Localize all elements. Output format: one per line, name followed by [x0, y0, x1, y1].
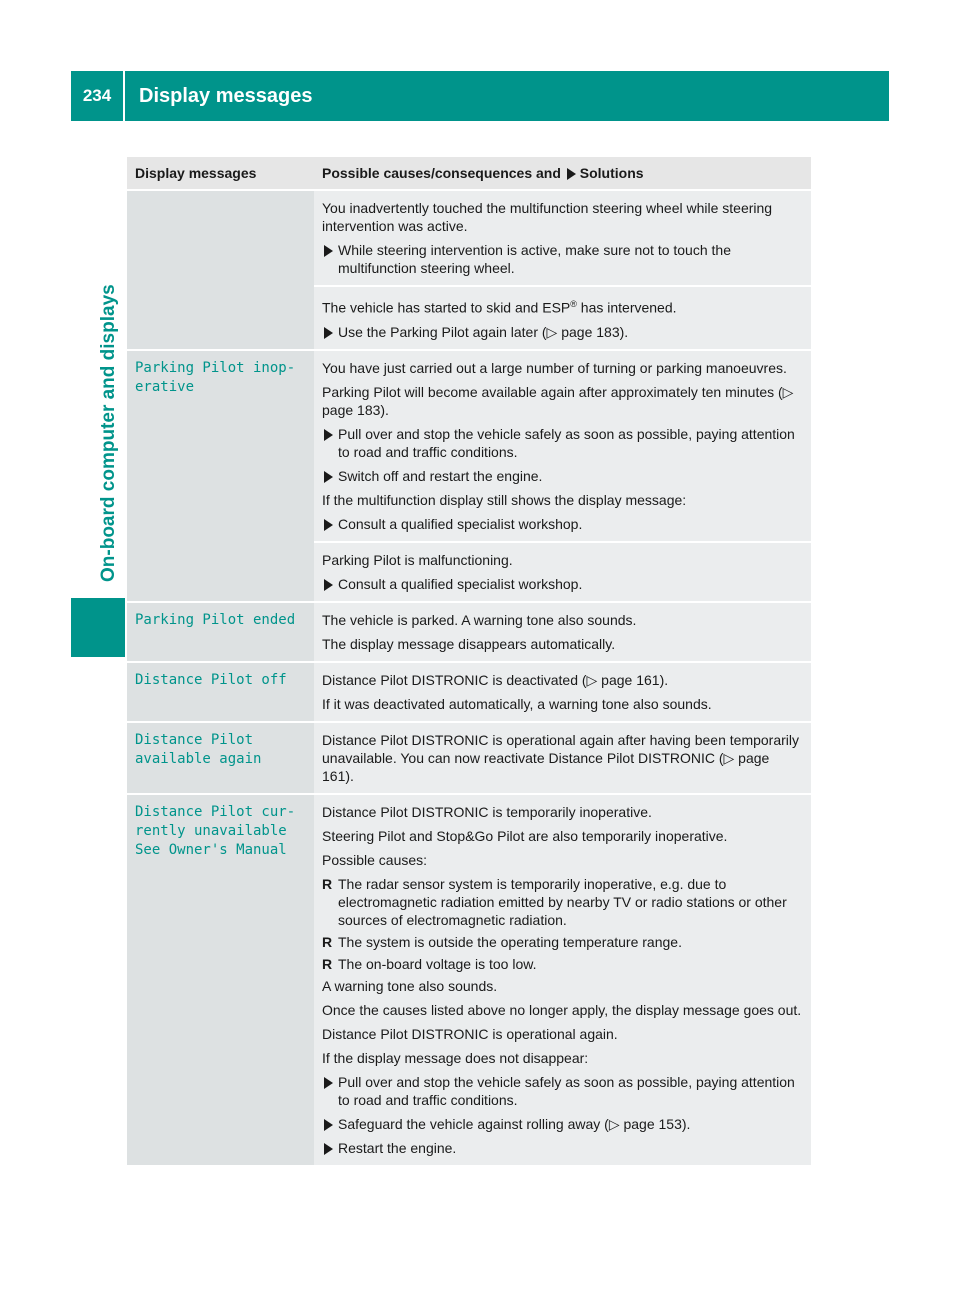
causes-cell: [314, 191, 811, 285]
causes-cell: [314, 287, 811, 349]
message-cell-empty: [127, 191, 314, 349]
display-messages-table: [127, 155, 811, 1167]
solution-step: While steering intervention is active, make sure not to touch the multifunction steering wheel.: [322, 241, 803, 277]
causes-cell: [314, 795, 811, 1165]
cause-text: If it was deactivated automatically, a warning tone also sounds.: [322, 695, 712, 712]
side-tab-marker: [71, 598, 125, 657]
table-row: [127, 795, 811, 1165]
bullet-item: R The on-board voltage is too low.: [322, 955, 537, 972]
table-row: [127, 663, 811, 721]
arrow-right-icon: [324, 579, 333, 591]
page-title: Display messages: [139, 84, 313, 107]
causes-cell: [314, 543, 811, 601]
solution-step: Safeguard the vehicle against rolling away (▷ page 153).: [322, 1115, 803, 1133]
solution-step: Consult a qualified specialist workshop.: [322, 515, 803, 533]
cause-text: Distance Pilot DISTRONIC is operational again.: [322, 1025, 618, 1042]
solution-step: Pull over and stop the vehicle safely as soon as possible, paying attention to road and traffic conditions.: [322, 1073, 803, 1109]
display-message-text: Parking Pilot inop‐ erative: [135, 359, 296, 395]
message-cell: [127, 663, 314, 721]
arrow-right-icon: [324, 471, 333, 483]
message-cell: [127, 351, 314, 601]
page-header: [71, 71, 889, 121]
arrow-right-icon: [324, 245, 333, 257]
arrow-right-icon: [324, 519, 333, 531]
table-row: [127, 191, 811, 285]
causes-cell: [314, 351, 811, 541]
table-header-row: [127, 157, 811, 189]
cause-text: If the multifunction display still shows the display message:: [322, 491, 687, 508]
display-message-text: Distance Pilot available again: [135, 731, 262, 767]
solution-step: Switch off and restart the engine.: [322, 467, 803, 485]
solution-step: Pull over and stop the vehicle safely as soon as possible, paying attention to road and traffic conditions.: [322, 425, 803, 461]
message-cell: [127, 603, 314, 661]
arrow-right-icon: [324, 1119, 333, 1131]
cause-text: Distance Pilot DISTRONIC is deactivated (▷ page 161).: [322, 671, 669, 688]
cause-text: Once the causes listed above no longer apply, the display message goes out.: [322, 1001, 802, 1018]
cause-text: Distance Pilot DISTRONIC is operational again after having been temporarily unavailable. You can now reactivate Distance Pilot DISTRONIC (▷ page 161).: [322, 731, 800, 784]
solution-step: Consult a qualified specialist workshop.: [322, 575, 803, 593]
cause-text: If the display message does not disappear:: [322, 1049, 589, 1066]
arrow-right-icon: [567, 168, 576, 180]
cause-text: Distance Pilot DISTRONIC is temporarily inoperative.: [322, 803, 652, 820]
display-message-text: Parking Pilot ended: [135, 611, 296, 628]
arrow-right-icon: [324, 1077, 333, 1089]
cause-text: The vehicle has started to skid and ESP® has intervened.: [322, 299, 677, 316]
cause-text: The vehicle is parked. A warning tone also sounds.: [322, 611, 637, 628]
table-row: [127, 723, 811, 793]
column-header-causes-text: Possible causes/consequences and: [322, 165, 561, 181]
cause-text: Parking Pilot is malfunctioning.: [322, 551, 513, 568]
arrow-right-icon: [324, 1143, 333, 1155]
cause-text: The display message disappears automatically.: [322, 635, 616, 652]
display-message-text: Distance Pilot cur‐ rently unavailable See Owner's Manual: [135, 803, 296, 858]
cause-text: A warning tone also sounds.: [322, 977, 498, 994]
bullet-item: R The radar sensor system is temporarily inoperative, e.g. due to electromagnetic radiation emitted by nearby TV or radio stations or other sources of electromagnetic radiation.: [322, 875, 787, 928]
column-header-causes: [314, 157, 811, 189]
message-cell: [127, 795, 314, 1165]
bullet-item: R The system is outside the operating temperature range.: [322, 933, 682, 950]
cause-text: You inadvertently touched the multifunction steering wheel while steering intervention was active.: [322, 200, 773, 234]
cause-text: Possible causes:: [322, 851, 428, 868]
message-cell: [127, 723, 314, 793]
page-number: 234: [71, 71, 125, 121]
arrow-right-icon: [324, 429, 333, 441]
solution-step: Restart the engine.: [322, 1139, 803, 1157]
causes-cell: [314, 603, 811, 661]
display-message-text: Distance Pilot off: [135, 671, 287, 688]
table-row: [127, 351, 811, 541]
column-header-display-messages: Display messages: [127, 157, 314, 189]
column-header-solutions-text: Solutions: [579, 165, 644, 181]
table-row: [127, 603, 811, 661]
arrow-right-icon: [324, 327, 333, 339]
causes-cell: [314, 663, 811, 721]
solution-step: Use the Parking Pilot again later (▷ page 183).: [322, 323, 803, 341]
cause-text: You have just carried out a large number of turning or parking manoeuvres.: [322, 359, 787, 376]
cause-text: Parking Pilot will become available again after approximately ten minutes (▷ page 183).: [322, 383, 794, 418]
side-tab-label: On-board computer and displays: [98, 284, 119, 582]
causes-cell: [314, 723, 811, 793]
cause-text: Steering Pilot and Stop&Go Pilot are also temporarily inoperative.: [322, 827, 728, 844]
